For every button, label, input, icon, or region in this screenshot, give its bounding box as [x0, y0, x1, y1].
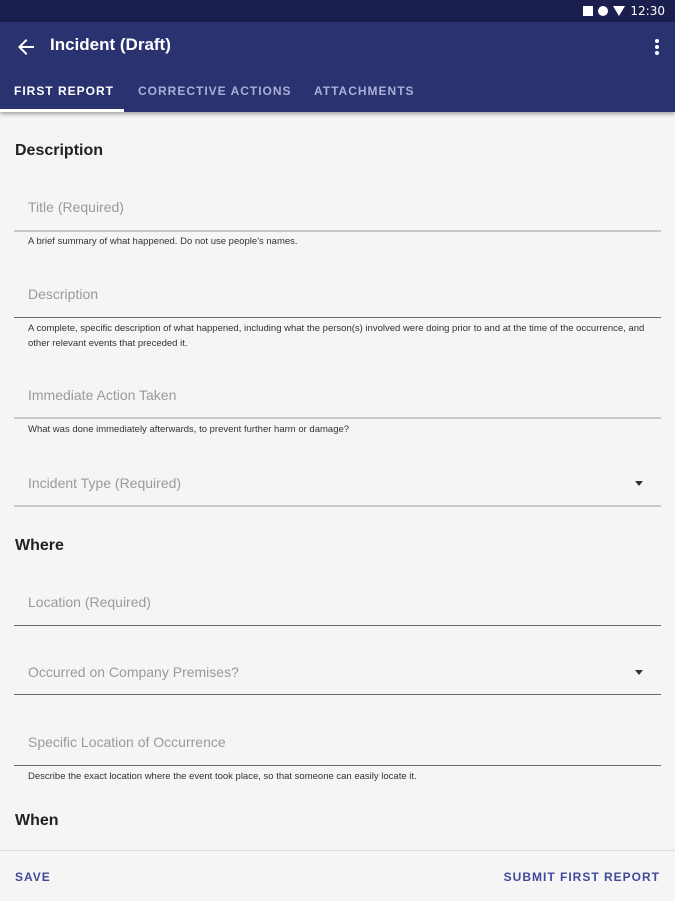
arrow-left-icon[interactable]: [14, 35, 38, 59]
app-bar: [0, 22, 675, 112]
status-bar: [0, 0, 675, 22]
save-button[interactable]: SAVE: [15, 870, 51, 884]
submit-first-report-button[interactable]: SUBMIT FIRST REPORT: [503, 870, 660, 884]
incident-type-select[interactable]: Incident Type (Required): [28, 475, 182, 491]
company-premises-underline: [14, 694, 661, 695]
incident-type-underline: [14, 505, 661, 507]
page-title: Incident (Draft): [50, 35, 171, 54]
specific-location-underline: [14, 765, 661, 766]
immediate-action-field-underline: [14, 417, 661, 419]
wifi-icon: [613, 6, 625, 16]
active-tab-indicator: [0, 109, 124, 112]
immediate-action-helper-text: What was done immediately afterwards, to prevent further harm or damage?: [28, 424, 350, 435]
more-vertical-icon[interactable]: [649, 35, 665, 59]
tab-corrective-actions[interactable]: CORRECTIVE ACTIONS: [138, 84, 292, 98]
description-field[interactable]: Description: [28, 286, 99, 302]
notification-circle-icon: [598, 6, 608, 16]
location-field-underline: [14, 625, 661, 626]
section-title-description: Description: [15, 142, 104, 159]
status-time: 12:30: [630, 4, 665, 18]
section-title-when: When: [15, 812, 59, 829]
title-field-underline: [14, 230, 661, 232]
immediate-action-field[interactable]: Immediate Action Taken: [28, 387, 177, 403]
description-field-underline: [14, 317, 661, 318]
tab-first-report[interactable]: FIRST REPORT: [14, 84, 115, 98]
bottom-action-bar: [0, 850, 675, 901]
location-field[interactable]: Location (Required): [28, 594, 151, 610]
notification-square-icon: [583, 6, 593, 16]
specific-location-helper-text: Describe the exact location where the event took place, so that someone can easily locate it.: [28, 771, 417, 782]
section-title-where: Where: [15, 537, 64, 554]
dropdown-arrow-icon[interactable]: [635, 481, 643, 486]
description-helper-text: A complete, specific description of what happened, including what the person(s) involved were doing prior to and at the time of the occurrence, and other relevant events that preceded it.: [28, 323, 645, 349]
specific-location-field[interactable]: Specific Location of Occurrence: [28, 734, 226, 750]
tab-attachments[interactable]: ATTACHMENTS: [314, 84, 415, 98]
company-premises-select[interactable]: Occurred on Company Premises?: [28, 664, 239, 680]
title-helper-text: A brief summary of what happened. Do not use people's names.: [28, 236, 298, 247]
title-field[interactable]: Title (Required): [28, 199, 124, 215]
dropdown-arrow-icon[interactable]: [635, 670, 643, 675]
